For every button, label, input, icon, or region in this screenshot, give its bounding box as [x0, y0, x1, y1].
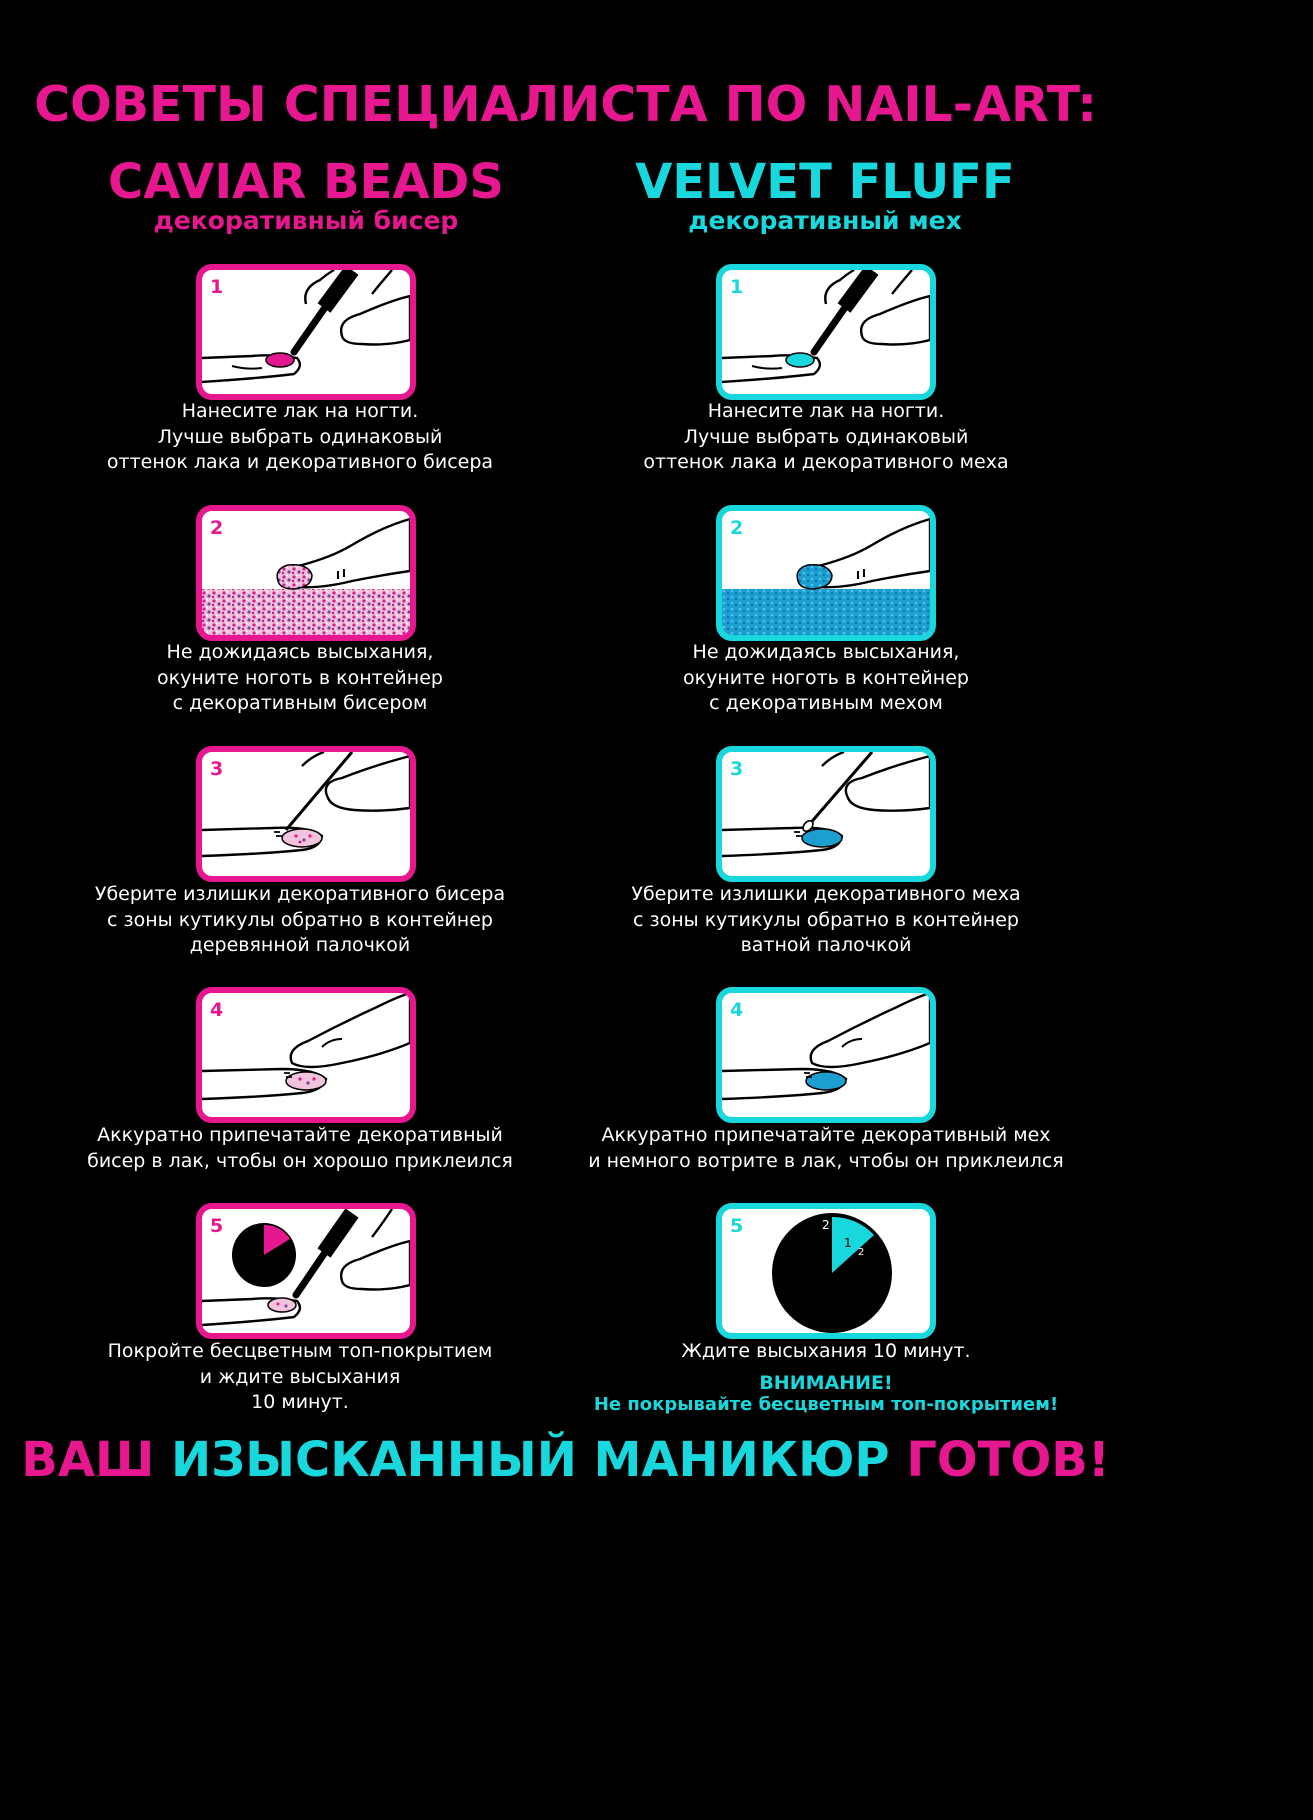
fluff-step-2-text: Не дожидаясь высыхания, окуните ноготь в контейнер с декоративным мехом	[683, 641, 969, 714]
caviar-step-3-illustration	[196, 746, 416, 882]
step-number: 1	[730, 276, 744, 298]
step-number: 4	[730, 999, 744, 1021]
caviar-step-5-text: Покройте бесцветным топ-покрытием и ждите высыхания 10 минут.	[107, 1340, 493, 1413]
fluff-step-1-text: Нанесите лак на ногти. Лучше выбрать одинаковый оттенок лака и декоративного меха	[643, 400, 1009, 473]
fluff-step-1-illustration	[716, 264, 936, 400]
caviar-beads-subtitle: декоративный бисер	[153, 206, 459, 235]
step-number: 1	[210, 276, 224, 298]
top-coat-and-timer-icon	[202, 1209, 410, 1333]
step-number: 2	[210, 517, 224, 539]
brush-applying-polish-icon	[722, 270, 930, 394]
velvet-fluff-title: VELVET FLUFF	[635, 154, 1015, 210]
timer-label: 2	[858, 1247, 865, 1258]
footer-word: ИЗЫСКАННЫЙ	[171, 1432, 577, 1488]
press-beads-icon	[202, 993, 410, 1117]
fluff-step-4-illustration	[716, 987, 936, 1123]
fluff-step-5-text: Ждите высыхания 10 минут.	[681, 1340, 971, 1362]
caviar-step-1-illustration	[196, 264, 416, 400]
step-number: 3	[210, 758, 224, 780]
footer-word: МАНИКЮР	[593, 1432, 890, 1488]
fluff-step-2-illustration	[716, 505, 936, 641]
velvet-fluff-subtitle: декоративный мех	[688, 206, 962, 235]
cotton-swab-cleanup-icon	[722, 752, 930, 876]
caviar-step-3-text: Уберите излишки декоративного бисера с зоны кутикулы обратно в контейнер деревянной палочкой	[94, 883, 506, 956]
timer-clock-icon	[722, 1209, 930, 1333]
step-number: 5	[210, 1215, 224, 1237]
footer-slogan	[0, 1432, 1131, 1488]
fluff-step-4-text: Аккуратно припечатайте декоративный мех и немного вотрите в лак, чтобы он приклеился	[588, 1124, 1064, 1172]
caviar-step-1-text: Нанесите лак на ногти. Лучше выбрать одинаковый оттенок лака и декоративного бисера	[106, 400, 494, 473]
dip-nail-in-beads-icon	[202, 511, 410, 635]
warning-title: ВНИМАНИЕ!	[759, 1372, 893, 1394]
step-number: 5	[730, 1215, 744, 1237]
fluff-step-5-illustration	[716, 1203, 936, 1339]
caviar-step-4-illustration	[196, 987, 416, 1123]
caviar-step-4-text: Аккуратно припечатайте декоративный бисер в лак, чтобы он хорошо приклеился	[87, 1124, 513, 1172]
brush-applying-polish-icon	[202, 270, 410, 394]
caviar-beads-title: CAVIAR BEADS	[108, 154, 504, 210]
step-number: 2	[730, 517, 744, 539]
caviar-step-5-illustration	[196, 1203, 416, 1339]
fluff-step-3-illustration	[716, 746, 936, 882]
step-number: 4	[210, 999, 224, 1021]
footer-word: ГОТОВ!	[906, 1432, 1110, 1488]
press-fluff-icon	[722, 993, 930, 1117]
footer-word: ВАШ	[21, 1432, 155, 1488]
timer-label: 2	[822, 1218, 830, 1232]
warning-text: Не покрывайте бесцветным топ-покрытием!	[593, 1394, 1059, 1415]
page-title: СОВЕТЫ СПЕЦИАЛИСТА ПО NAIL-ART:	[34, 76, 1097, 133]
caviar-step-2-illustration	[196, 505, 416, 641]
wooden-stick-cleanup-icon	[202, 752, 410, 876]
step-number: 3	[730, 758, 744, 780]
dip-nail-in-fluff-icon	[722, 511, 930, 635]
fluff-step-3-text: Уберите излишки декоративного меха с зоны кутикулы обратно в контейнер ватной палочкой	[631, 883, 1021, 956]
timer-label: 1	[844, 1236, 852, 1250]
caviar-step-2-text: Не дожидаясь высыхания, окуните ноготь в контейнер с декоративным бисером	[157, 641, 443, 714]
